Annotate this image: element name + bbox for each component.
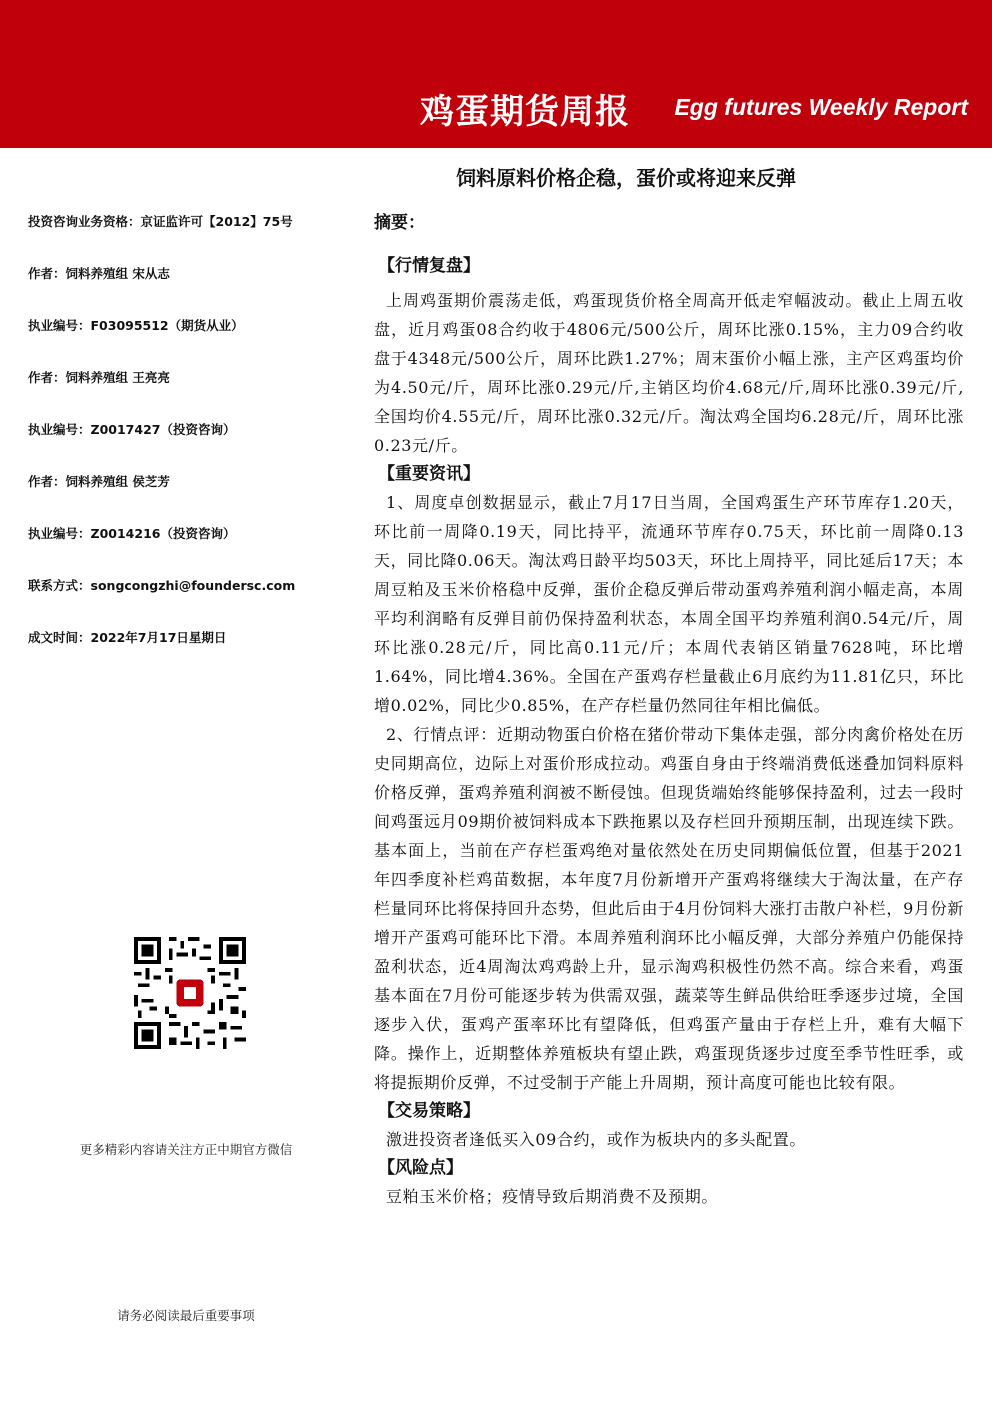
sidebar-item-qualification xyxy=(28,210,358,262)
abstract-section xyxy=(374,210,964,1211)
sidebar-value: 饲料养殖组 王亮亮 xyxy=(65,370,170,385)
author-sidebar xyxy=(28,210,358,678)
sidebar-value: Z0017427（投资咨询） xyxy=(90,422,236,437)
sidebar-item-author xyxy=(28,262,358,314)
sidebar-label: 联系方式： xyxy=(28,578,91,593)
strategy-text: 激进投资者逢低买入09合约，或作为板块内的多头配置。 xyxy=(386,1130,806,1149)
page-headline: 饲料原料价格企稳，蛋价或将迎来反弹 xyxy=(456,166,796,190)
sidebar-value: 饲料养殖组 宋从志 xyxy=(65,266,170,281)
important-info-paragraph-1: 1、周度卓创数据显示，截止7月17日当周，全国鸡蛋生产环节库存1.20天，环比前一周降0.19天，同比持平，流通环节库存0.75天，环比前一周降0.13天，同比降0.06天。淘汰鸡日龄平均503天，环比上周持平，同比延后17天；本周豆粕及玉米价格稳中反弹，蛋价企稳反弹后带动蛋鸡养殖利润小幅走高，本周平均利润略有反弹目前仍保持盈利状态，本周全国平均养殖利润0.54元/斤，周环比涨0.28元/斤，同比高0.11元/斤；本周代表销区销量7628吨，环比增1.64%，同比增4.36%。全国在产蛋鸡存栏量截止6月底约为11.81亿只，环比增0.02%，同比少0.85%，在产存栏量仍然同往年相比偏低。 xyxy=(374,493,964,715)
abstract-title: 摘要： xyxy=(374,213,425,233)
risk-text: 豆粕玉米价格；疫情导致后期消费不及预期。 xyxy=(386,1187,719,1206)
important-info-paragraph-2: 2、行情点评：近期动物蛋白价格在猪价带动下集体走强，部分肉禽价格处在历史同期高位，边际上对蛋价形成拉动。鸡蛋自身由于终端消费低迷叠加饲料原料价格反弹，蛋鸡养殖利润被不断侵蚀。但现货端始终能够保持盈利，过去一段时间鸡蛋远月09期价被饲料成本下跌拖累以及存栏回升预期压制，出现连续下跌。基本面上，当前在产存栏蛋鸡绝对量依然处在历史同期偏低位置，但基于2021年四季度补栏鸡苗数据，本年度7月份新增开产蛋鸡将继续大于淘汰量，在产存栏量同环比将保持回升态势，但此后由于4月份饲料大涨打击散户补栏，9月份新增开产蛋鸡可能环比下滑。本周养殖利润环比小幅反弹，大部分养殖户仍能保持盈利状态，近4周淘汰鸡鸡龄上升，显示淘鸡积极性仍然不高。综合来看，鸡蛋基本面在7月份可能逐步转为供需双强，蔬菜等生鲜品供给旺季逐步过境，全国逐步入伏，蛋鸡产蛋率环比有望降低，但鸡蛋产量由于存栏上升，难有大幅下降。操作上，近期整体养殖板块有望止跌，鸡蛋现货逐步过度至季节性旺季，或将提振期价反弹，不过受制于产能上升周期，预计高度可能也比较有限。 xyxy=(374,725,964,1092)
sidebar-item-date xyxy=(28,626,358,678)
report-title-en: Egg futures Weekly Report xyxy=(674,94,968,120)
section-title-market-review: 【行情复盘】 xyxy=(378,256,480,276)
sidebar-label: 成文时间： xyxy=(28,630,91,645)
qr-caption: 更多精彩内容请关注方正中期官方微信 xyxy=(79,1142,293,1157)
market-review-text: 上周鸡蛋期价震荡走低，鸡蛋现货价格全周高开低走窄幅波动。截止上周五收盘，近月鸡蛋08合约收于4806元/500公斤，周环比涨0.15%，主力09合约收盘于4348元/500公斤，周环比跌1.27%；周末蛋价小幅上涨，主产区鸡蛋均价为4.50元/斤，周环比涨0.29元/斤,主销区均价4.68元/斤,周环比涨0.39元/斤,全国均价4.55元/斤，周环比涨0.32元/斤。淘汰鸡全国均6.28元/斤，周环比涨0.23元/斤。 xyxy=(374,291,964,455)
sidebar-item-author xyxy=(28,470,358,522)
section-title-risk: 【风险点】 xyxy=(378,1158,463,1178)
important-notice: 请务必阅读最后重要事项 xyxy=(117,1308,255,1323)
sidebar-item-license xyxy=(28,522,358,574)
sidebar-item-contact xyxy=(28,574,358,626)
sidebar-value: 京证监许可【2012】75号 xyxy=(140,214,293,229)
sidebar-label: 执业编号： xyxy=(28,318,91,333)
sidebar-label: 投资咨询业务资格： xyxy=(28,214,141,229)
section-title-important-info: 【重要资讯】 xyxy=(378,464,480,484)
report-title-cn: 鸡蛋期货周报 xyxy=(420,92,630,132)
sidebar-label: 执业编号： xyxy=(28,526,91,541)
sidebar-item-license xyxy=(28,418,358,470)
header-banner xyxy=(0,0,992,148)
sidebar-item-author xyxy=(28,366,358,418)
contact-email[interactable]: songcongzhi@foundersc.com xyxy=(90,578,296,593)
section-title-strategy: 【交易策略】 xyxy=(378,1101,480,1121)
sidebar-label: 作者： xyxy=(28,474,66,489)
sidebar-value: F03095512（期货从业） xyxy=(90,318,244,333)
sidebar-label: 作者： xyxy=(28,266,66,281)
sidebar-value: 2022年7月17日星期日 xyxy=(90,630,227,645)
sidebar-item-license xyxy=(28,314,358,366)
sidebar-label: 作者： xyxy=(28,370,66,385)
qr-code-icon xyxy=(134,937,246,1049)
sidebar-value: Z0014216（投资咨询） xyxy=(90,526,236,541)
sidebar-value: 饲料养殖组 侯芝芳 xyxy=(65,474,170,489)
sidebar-label: 执业编号： xyxy=(28,422,91,437)
